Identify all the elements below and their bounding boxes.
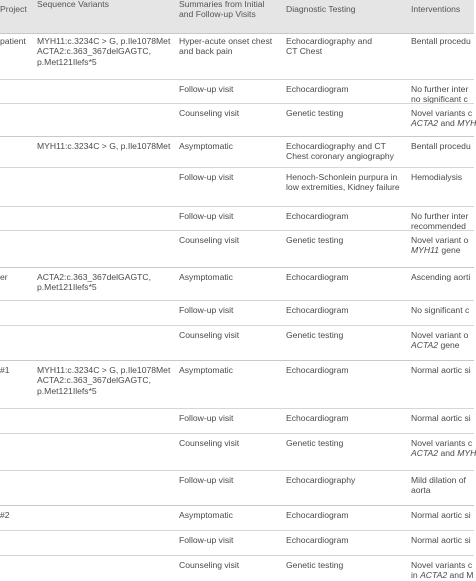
column-header-testing: Diagnostic Testing xyxy=(286,4,356,14)
variants-cell: ACTA2:c.363_367delGAGTC, p.Met121Ilefs*5 xyxy=(37,272,152,293)
testing-cell: Echocardiogram xyxy=(286,211,349,221)
testing-cell: Genetic testing xyxy=(286,560,344,570)
summary-cell: Counseling visit xyxy=(179,330,240,340)
project-cell: #2 xyxy=(0,510,10,520)
interventions-cell: Mild dilation of aorta xyxy=(411,475,466,496)
column-header-summary: Summaries from Initial and Follow-up Visits xyxy=(179,0,265,20)
row-divider xyxy=(0,408,474,409)
project-cell: er xyxy=(0,272,8,282)
interventions-cell: Novel variants c ACTA2 and MYH xyxy=(411,438,476,459)
interventions-cell: Normal aortic si xyxy=(411,510,471,520)
interventions-cell: Novel variants c in ACTA2 and M xyxy=(411,560,474,581)
row-divider xyxy=(0,555,474,556)
testing-cell: Echocardiogram xyxy=(286,365,349,375)
project-cell: patient xyxy=(0,36,26,46)
testing-cell: Echocardiography and CT Chest xyxy=(286,36,372,57)
testing-cell: Genetic testing xyxy=(286,108,344,118)
variants-cell: MYH11:c.3234C > G, p.Ile1078Met ACTA2:c.363_367delGAGTC, p.Met121Ilefs*5 xyxy=(37,365,171,396)
row-divider xyxy=(0,206,474,207)
interventions-cell: No further inter recommended xyxy=(411,211,469,232)
summary-cell: Follow-up visit xyxy=(179,475,234,485)
column-header-variants: Sequence Variants xyxy=(37,0,109,9)
column-header-interventions: Interventions xyxy=(411,4,461,14)
summary-cell: Asymptomatic xyxy=(179,365,233,375)
row-divider xyxy=(0,167,474,168)
row-divider xyxy=(0,505,474,506)
testing-cell: Henoch-Schonlein purpura in low extremities, Kidney failure xyxy=(286,172,400,193)
testing-cell: Echocardiogram xyxy=(286,305,349,315)
row-divider xyxy=(0,530,474,531)
interventions-cell: Ascending aorti xyxy=(411,272,471,282)
row-divider xyxy=(0,267,474,268)
summary-cell: Follow-up visit xyxy=(179,535,234,545)
interventions-cell: No further inter no significant c xyxy=(411,84,469,105)
testing-cell: Genetic testing xyxy=(286,438,344,448)
summary-cell: Follow-up visit xyxy=(179,84,234,94)
row-divider xyxy=(0,300,474,301)
interventions-cell: Normal aortic si xyxy=(411,413,471,423)
interventions-cell: Normal aortic si xyxy=(411,365,471,375)
testing-cell: Echocardiogram xyxy=(286,272,349,282)
row-divider xyxy=(0,230,474,231)
testing-cell: Echocardiography xyxy=(286,475,356,485)
testing-cell: Genetic testing xyxy=(286,235,344,245)
testing-cell: Echocardiogram xyxy=(286,535,349,545)
summary-cell: Counseling visit xyxy=(179,108,240,118)
row-divider xyxy=(0,360,474,361)
summary-cell: Counseling visit xyxy=(179,235,240,245)
variants-cell: MYH11:c.3234C > G, p.Ile1078Met xyxy=(37,141,171,151)
interventions-cell: Normal aortic si xyxy=(411,535,471,545)
summary-cell: Follow-up visit xyxy=(179,413,234,423)
summary-cell: Asymptomatic xyxy=(179,141,233,151)
summary-cell: Asymptomatic xyxy=(179,510,233,520)
testing-cell: Echocardiogram xyxy=(286,413,349,423)
row-divider xyxy=(0,470,474,471)
project-cell: #1 xyxy=(0,365,10,375)
interventions-cell: Novel variant o ACTA2 gene xyxy=(411,330,469,351)
summary-cell: Follow-up visit xyxy=(179,305,234,315)
testing-cell: Genetic testing xyxy=(286,330,344,340)
summary-cell: Asymptomatic xyxy=(179,272,233,282)
row-divider xyxy=(0,136,474,137)
summary-cell: Follow-up visit xyxy=(179,172,234,182)
interventions-cell: Hemodialysis xyxy=(411,172,463,182)
variants-cell: MYH11:c.3234C > G, p.Ile1078Met ACTA2:c.363_367delGAGTC, p.Met121Ilefs*5 xyxy=(37,36,171,67)
summary-cell: Follow-up visit xyxy=(179,211,234,221)
row-divider xyxy=(0,103,474,104)
summary-cell: Counseling visit xyxy=(179,438,240,448)
column-header-project: Project xyxy=(0,4,27,14)
testing-cell: Echocardiogram xyxy=(286,510,349,520)
testing-cell: Echocardiogram xyxy=(286,84,349,94)
row-divider xyxy=(0,79,474,80)
interventions-cell: Novel variants c ACTA2 and MYH xyxy=(411,108,476,129)
summary-cell: Counseling visit xyxy=(179,560,240,570)
interventions-cell: No significant c xyxy=(411,305,470,315)
interventions-cell: Bentall procedu xyxy=(411,141,471,151)
row-divider xyxy=(0,433,474,434)
summary-cell: Hyper-acute onset chest and back pain xyxy=(179,36,273,57)
row-divider xyxy=(0,325,474,326)
testing-cell: Echocardiography and CT Chest coronary angiography xyxy=(286,141,394,162)
interventions-cell: Bentall procedu xyxy=(411,36,471,46)
interventions-cell: Novel variant o MYH11 gene xyxy=(411,235,469,256)
